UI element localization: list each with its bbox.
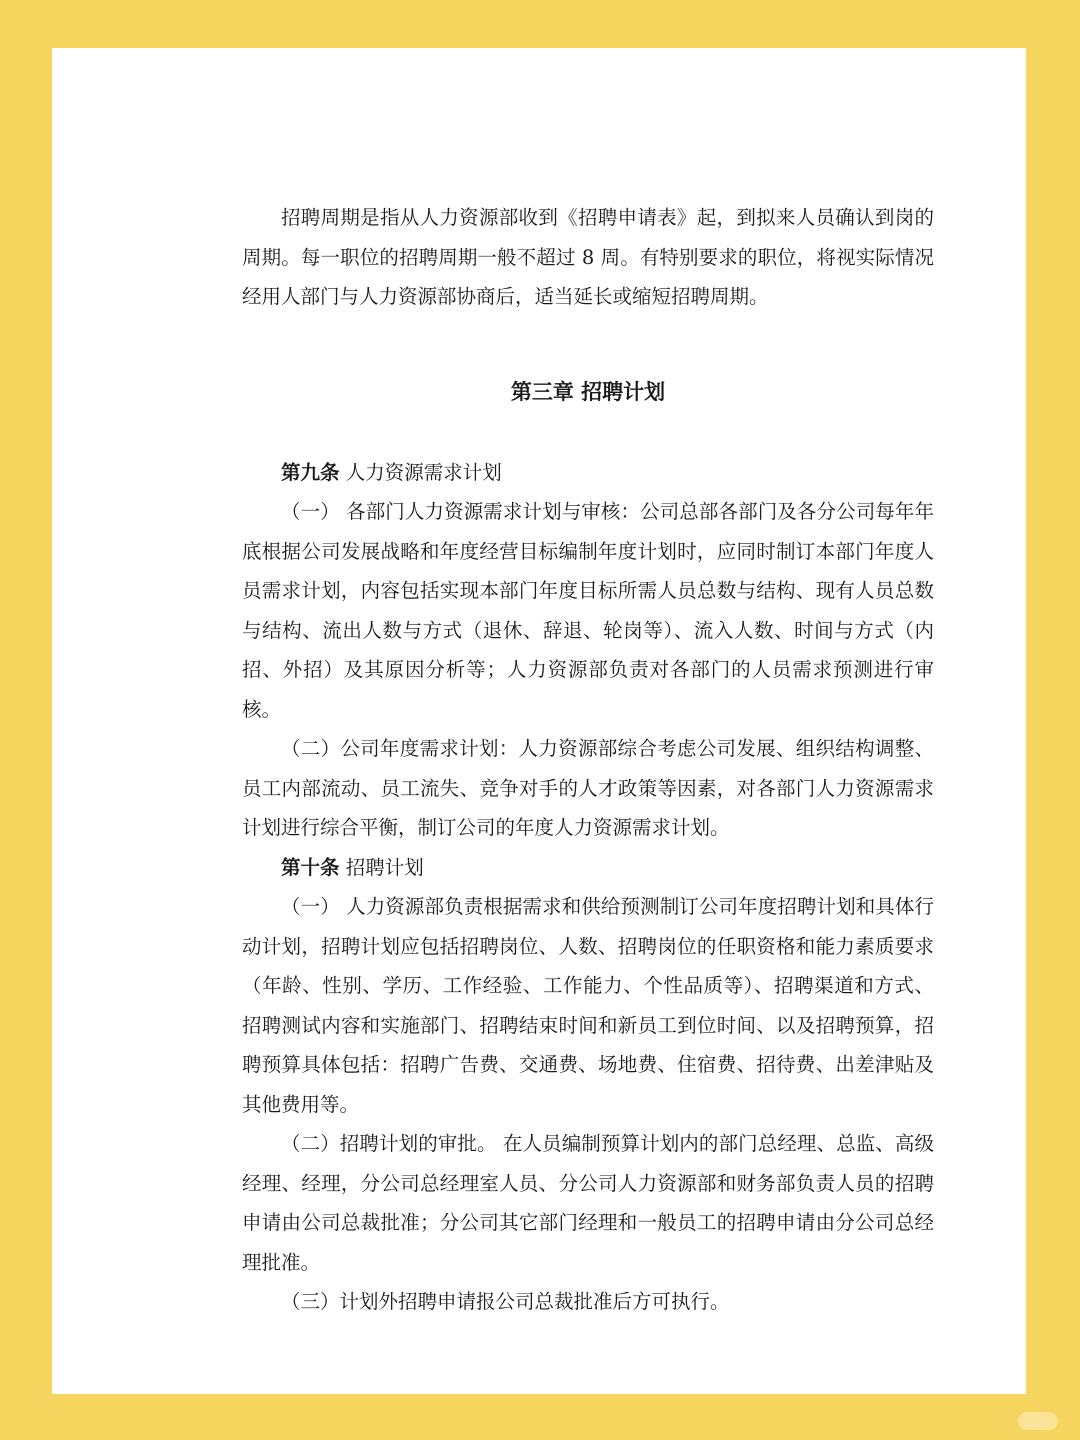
article-title: 招聘计划 <box>339 855 424 879</box>
article-10-paragraph-2: （二）招聘计划的审批。 在人员编制预算计划内的部门总经理、总监、高级经理、经理，分公司总经理室人员、分公司人力资源部和财务部负责人员的招聘申请由公司总裁批准；分公司其它部门经理和一般员工的招聘申请由分公司总经理批准。 <box>242 1132 934 1274</box>
article-10-paragraph-3: （三）计划外招聘申请报公司总裁批准后方可执行。 <box>281 1290 730 1313</box>
article-heading-9 <box>242 453 934 493</box>
article-10-paragraph-1: （一） 人力资源部负责根据需求和供给预测制订公司年度招聘计划和具体行动计划，招聘计划应包括招聘岗位、人数、招聘岗位的任职资格和能力素质要求（年龄、性别、学历、工作经验、工作能力、个性品质等）、招聘渠道和方式、招聘测试内容和实施部门、招聘结束时间和新员工到位时间、以及招聘预算，招聘预算具体包括：招聘广告费、交通费、场地费、住宿费、招待费、出差津贴及其他费用等。 <box>242 895 934 1116</box>
document-page <box>52 48 1026 1394</box>
article-number: 第九条 <box>281 460 340 484</box>
intro-paragraph: 招聘周期是指从人力资源部收到《招聘申请表》起，到拟来人员确认到岗的周期。每一职位的招聘周期一般不超过 8 周。有特别要求的职位，将视实际情况经用人部门与人力资源部协商后，适当延长或缩短招聘周期。 <box>242 206 934 308</box>
document-body <box>242 198 934 1322</box>
article-9-paragraph-2: （二）公司年度需求计划：人力资源部综合考虑公司发展、组织结构调整、员工内部流动、员工流失、竞争对手的人才政策等因素，对各部门人力资源需求计划进行综合平衡，制订公司的年度人力资源需求计划。 <box>242 737 934 839</box>
watermark-badge <box>1018 1412 1058 1430</box>
article-heading-10 <box>242 848 934 888</box>
chapter-title: 第三章 招聘计划 <box>510 378 666 404</box>
article-title: 人力资源需求计划 <box>339 460 502 484</box>
article-number: 第十条 <box>281 855 340 879</box>
article-9-paragraph-1: （一） 各部门人力资源需求计划与审核：公司总部各部门及各分公司每年年底根据公司发展战略和年度经营目标编制年度计划时，应同时制订本部门年度人员需求计划，内容包括实现本部门年度目标所需人员总数与结构、现有人员总数与结构、流出人数与方式（退休、辞退、轮岗等）、流入人数、时间与方式（内招、外招）及其原因分析等；人力资源部负责对各部门的人员需求预测进行审核。 <box>242 500 934 721</box>
